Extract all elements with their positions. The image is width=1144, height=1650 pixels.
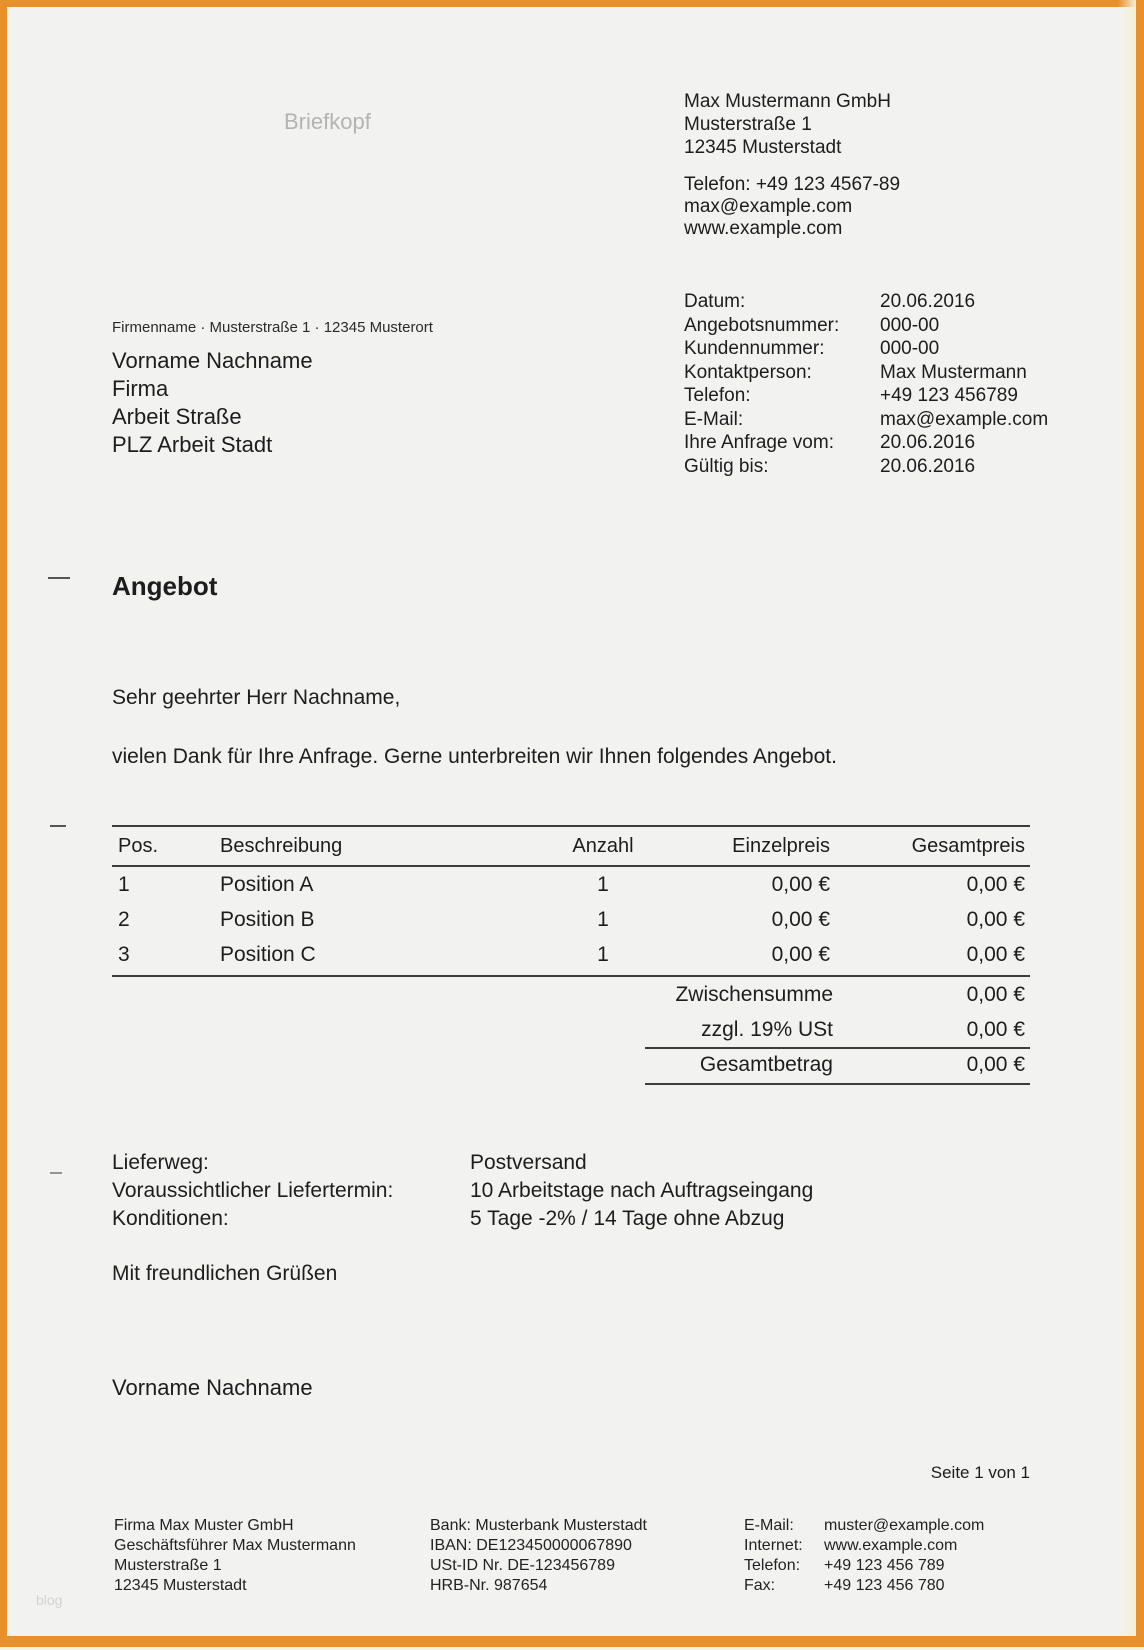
footer-line: USt-ID Nr. DE-123456789 (430, 1557, 615, 1574)
meta-label: Ihre Anfrage vom: (684, 432, 834, 453)
page-border-bottom (0, 1636, 1144, 1647)
page-indicator: Seite 1 von 1 (930, 1463, 1030, 1482)
cell-total-price: 0,00 € (966, 908, 1025, 931)
meta-row-inquiry-date (684, 432, 976, 456)
condition-label: Lieferweg: (112, 1151, 209, 1174)
meta-row-customer-number (684, 338, 940, 362)
cell-description: Position B (220, 908, 315, 931)
letterhead-placeholder: Briefkopf (284, 109, 371, 134)
page-border-left (0, 0, 7, 1650)
recipient-name: Vorname Nachname (112, 348, 313, 373)
footer-contact-row (744, 1556, 945, 1576)
sender-return-line: Firmenname · Musterstraße 1 · 12345 Musterort (112, 319, 433, 336)
meta-row-contact-person (684, 361, 1027, 386)
footer-contact-row (744, 1576, 945, 1596)
footer-contact-column (744, 1516, 985, 1596)
cell-total-price: 0,00 € (966, 873, 1025, 896)
footer-company-column (114, 1516, 356, 1596)
footer-line: HRB-Nr. 987654 (430, 1577, 548, 1594)
footer-contact-value: +49 123 456 780 (824, 1577, 945, 1594)
meta-value: 000-00 (880, 338, 940, 359)
company-street: Musterstraße 1 (684, 114, 812, 135)
condition-label: Konditionen: (112, 1207, 229, 1230)
cell-pos: 1 (118, 873, 130, 896)
vat-value: 0,00 € (966, 1018, 1025, 1041)
meta-value: Max Mustermann (880, 361, 1027, 383)
cell-quantity: 1 (597, 908, 609, 931)
meta-row-phone (684, 385, 1018, 409)
recipient-city: PLZ Arbeit Stadt (112, 432, 273, 457)
signature-name: Vorname Nachname (112, 1375, 313, 1400)
salutation-line: Sehr geehrter Herr Nachname, (112, 686, 401, 709)
table-header-rule (112, 865, 1030, 867)
condition-value: 5 Tage -2% / 14 Tage ohne Abzug (470, 1207, 785, 1230)
fold-mark (48, 577, 70, 579)
company-address-block (684, 90, 891, 159)
footer-contact-row (744, 1516, 985, 1536)
meta-label: Kontaktperson: (684, 361, 812, 383)
table-top-rule (112, 825, 1030, 827)
conditions-block (112, 1151, 814, 1235)
meta-label: Gültig bis: (684, 455, 769, 477)
cell-quantity: 1 (597, 943, 609, 966)
footer-contact-value: www.example.com (824, 1537, 958, 1554)
page-edge-tint (1118, 0, 1136, 1650)
cell-description: Position A (220, 873, 314, 896)
col-header-description: Beschreibung (220, 835, 343, 857)
meta-label: Kundennummer: (684, 338, 825, 359)
company-email: max@example.com (684, 196, 853, 217)
col-header-total-price: Gesamtpreis (911, 835, 1025, 857)
company-website: www.example.com (684, 218, 843, 239)
col-header-quantity: Anzahl (572, 835, 634, 857)
document-title: Angebot (112, 571, 218, 601)
footer-contact-label: Telefon: (744, 1557, 801, 1574)
recipient-street: Arbeit Straße (112, 404, 242, 429)
col-header-unit-price: Einzelpreis (732, 835, 830, 857)
intro-line: vielen Dank für Ihre Anfrage. Gerne unterbreiten wir Ihnen folgendes Angebot. (112, 745, 837, 768)
cell-pos: 3 (118, 943, 130, 966)
meta-value: 20.06.2016 (880, 432, 976, 453)
condition-row-terms (112, 1207, 785, 1235)
company-name: Max Mustermann GmbH (684, 91, 891, 112)
watermark-text: blog (36, 1592, 63, 1608)
footer-line: Firma Max Muster GmbH (114, 1517, 294, 1534)
offer-meta-block (684, 291, 1049, 479)
company-phone: Telefon: +49 123 4567-89 (684, 174, 901, 195)
fold-mark (50, 825, 66, 827)
condition-label: Voraussichtlicher Liefertermin: (112, 1179, 394, 1202)
company-contact-block (684, 174, 900, 240)
footer-contact-value: muster@example.com (824, 1517, 985, 1534)
condition-value: Postversand (470, 1151, 587, 1174)
meta-value: 20.06.2016 (880, 455, 976, 477)
footer-contact-label: Fax: (744, 1577, 776, 1594)
cell-description: Position C (220, 943, 316, 966)
meta-row-offer-number (684, 314, 940, 339)
meta-value: 000-00 (880, 314, 940, 336)
totals-rule (645, 1047, 1030, 1049)
cell-total-price: 0,00 € (966, 943, 1025, 966)
cell-quantity: 1 (597, 873, 609, 896)
footer-bank-column (430, 1516, 647, 1596)
meta-value: max@example.com (880, 408, 1049, 430)
footer-line: Musterstraße 1 (114, 1557, 222, 1574)
table-body-rule (112, 975, 1030, 977)
meta-row-valid-until (684, 455, 976, 480)
footer-line: Bank: Musterbank Musterstadt (430, 1517, 647, 1534)
page-border-top (0, 0, 1144, 7)
grand-total-value: 0,00 € (966, 1053, 1025, 1076)
meta-row-date (684, 291, 976, 315)
footer-contact-label: E-Mail: (744, 1517, 794, 1534)
fold-mark (50, 1172, 62, 1174)
subtotal-value: 0,00 € (966, 983, 1025, 1006)
closing-line: Mit freundlichen Grüßen (112, 1262, 338, 1285)
footer-line: IBAN: DE123450000067890 (430, 1537, 632, 1554)
meta-label: Datum: (684, 291, 746, 312)
condition-row-delivery-date (112, 1179, 814, 1207)
vat-label: zzgl. 19% USt (701, 1018, 833, 1041)
condition-value: 10 Arbeitstage nach Auftragseingang (470, 1179, 814, 1202)
page-border-right (1136, 0, 1144, 1650)
grand-total-rule (645, 1083, 1030, 1085)
meta-label: E-Mail: (684, 408, 744, 430)
footer-line: Geschäftsführer Max Mustermann (114, 1537, 356, 1554)
meta-label: Telefon: (684, 385, 751, 406)
cell-unit-price: 0,00 € (771, 943, 830, 966)
cell-unit-price: 0,00 € (771, 908, 830, 931)
meta-row-email (684, 408, 1049, 433)
footer-contact-row (744, 1536, 958, 1556)
cell-unit-price: 0,00 € (771, 873, 830, 896)
cell-pos: 2 (118, 908, 130, 931)
meta-value: +49 123 456789 (880, 385, 1018, 406)
grand-total-label: Gesamtbetrag (699, 1053, 833, 1076)
subtotal-label: Zwischensumme (675, 983, 833, 1006)
col-header-pos: Pos. (118, 835, 159, 857)
company-city: 12345 Musterstadt (684, 137, 842, 158)
recipient-company: Firma (112, 376, 169, 401)
footer-contact-label: Internet: (744, 1537, 803, 1554)
condition-row-delivery (112, 1151, 587, 1179)
meta-label: Angebotsnummer: (684, 314, 840, 336)
footer-contact-value: +49 123 456 789 (824, 1557, 945, 1574)
meta-value: 20.06.2016 (880, 291, 976, 312)
footer-line: 12345 Musterstadt (114, 1577, 247, 1594)
recipient-address-block (112, 347, 313, 459)
